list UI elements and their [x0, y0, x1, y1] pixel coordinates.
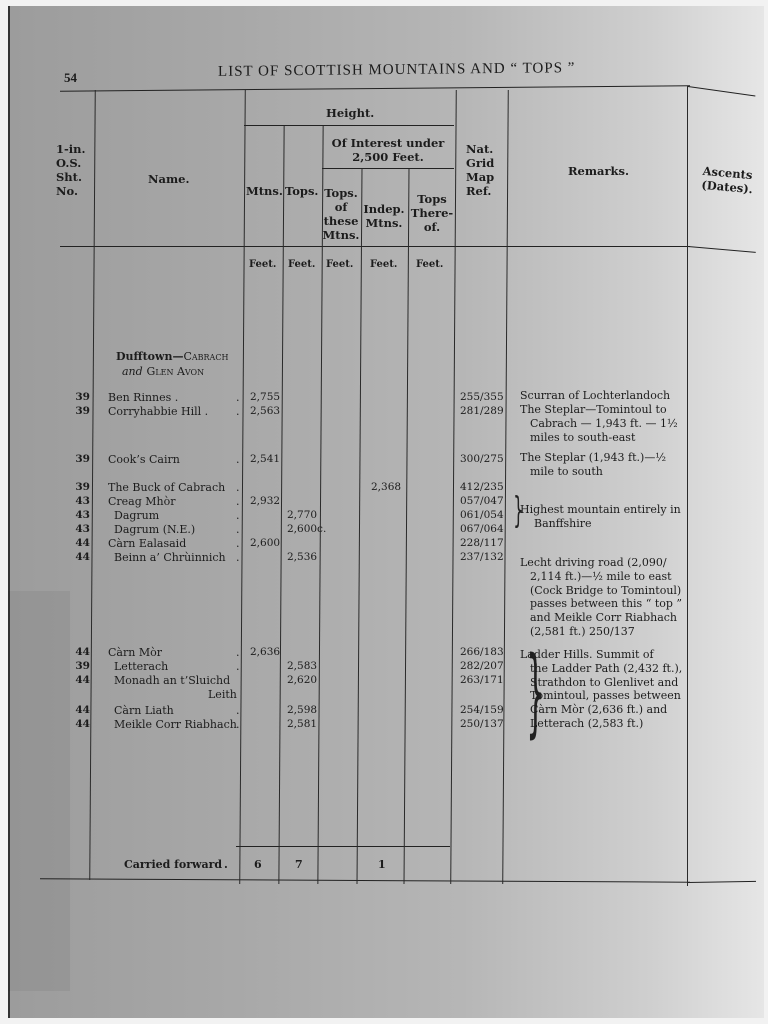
header-tops-of-these: Tops. of these Mtns.	[322, 186, 360, 242]
remark-ladder-hills: Ladder Hills. Summit of the Ladder Path (2,432 ft.), Strathdon to Glenlivet and Tomintoul, passes between Càrn Mòr (2,636 ft.) and Letterach (2,583 ft.)	[520, 648, 683, 730]
header-name: Name.	[148, 172, 190, 186]
grid-ref: 300/275	[460, 453, 504, 465]
mountain-name: Monadh an t’Sluichd	[114, 674, 231, 687]
mountain-name: Càrn Ealasaid	[108, 537, 187, 550]
mountain-name: Dagrum	[114, 509, 160, 522]
height-tops: 2,581	[287, 718, 318, 730]
header-mtns: Mtns.	[246, 184, 283, 198]
grid-ref: 254/159	[460, 704, 504, 716]
mountain-name: Corryhabbie Hill .	[108, 405, 209, 418]
height-mtns: 2,541	[250, 453, 281, 465]
sheet-number: 43	[75, 495, 90, 507]
remark-corryhabbie: The Steplar—Tomintoul to Cabrach — 1,943 ft. — 1½ miles to south-east	[520, 403, 678, 444]
leader-dot: .	[236, 391, 240, 404]
header-sheet-no: 1-in. O.S. Sht. No.	[56, 142, 86, 198]
sheet-number: 44	[75, 704, 90, 716]
unit-tops: Feet.	[288, 259, 316, 270]
carried-forward-dot: .	[224, 858, 228, 871]
leader-dot: .	[236, 537, 240, 550]
table-bottom-rule-curve	[688, 881, 756, 883]
sheet-number: 44	[75, 718, 90, 730]
sheet-number: 39	[75, 405, 90, 417]
remark-cooks-cairn: The Steplar (1,943 ft.)—½ mile to south	[520, 451, 666, 478]
sheet-number: 43	[75, 523, 90, 535]
height-tops: 2,583	[287, 660, 318, 672]
leader-dot: .	[236, 646, 240, 659]
brace-icon: }	[513, 490, 524, 531]
sheet-number: 44	[75, 646, 90, 658]
mountain-name-cont: Leith	[208, 688, 237, 701]
grid-ref: 067/064	[460, 523, 504, 535]
mountain-name: Càrn Liath	[114, 704, 174, 717]
mountain-name: Letterach	[114, 660, 169, 673]
mountain-name: Dagrum (N.E.)	[114, 523, 196, 536]
leader-dot: .	[236, 718, 240, 731]
total-indep: 1	[378, 858, 386, 871]
leader-dot: .	[236, 523, 240, 536]
header-grid-ref: Nat. Grid Map Ref.	[466, 142, 495, 198]
interest-divider	[322, 168, 454, 169]
leader-dot: .	[236, 495, 240, 508]
unit-thereof: Feet.	[416, 259, 444, 270]
leader-dot: .	[236, 551, 240, 564]
mountain-name: Meikle Corr Riabhach	[114, 718, 237, 731]
height-mtns: 2,636	[250, 646, 281, 658]
header-indep-mtns: Indep. Mtns.	[363, 202, 405, 230]
grid-ref: 228/117	[460, 537, 504, 549]
remark-beinn-a-chruinnich: Lecht driving road (2,090/ 2,114 ft.)—½ mile to east (Cock Bridge to Tomintoul) passes between this “ top ” and Meikle Corr Riabhach (2,581 ft.) 250/137	[520, 556, 683, 638]
col-rule-indep	[404, 169, 410, 884]
col-rule-topsofthese	[357, 169, 363, 884]
grid-ref: 255/355	[460, 391, 504, 403]
col-rule-name	[239, 90, 246, 884]
sheet-number: 44	[75, 537, 90, 549]
totals-divider	[236, 846, 450, 847]
leader-dot: .	[236, 481, 240, 494]
header-bottom-rule-curve	[688, 246, 756, 253]
sheet-number: 39	[75, 391, 90, 403]
height-tops: 2,770	[287, 509, 318, 521]
height-tops: 2,600c.	[287, 523, 327, 535]
mountain-name: The Buck of Cabrach	[108, 481, 226, 494]
mountain-name: Creag Mhòr	[108, 495, 176, 508]
sheet-number: 39	[75, 660, 90, 672]
sheet-number: 44	[75, 674, 90, 686]
header-of-interest: Of Interest under 2,500 Feet.	[331, 136, 445, 164]
sheet-number: 39	[75, 481, 90, 493]
leader-dot: .	[236, 704, 240, 717]
unit-indep: Feet.	[370, 259, 398, 270]
header-ascents: Ascents (Dates).	[700, 163, 754, 197]
height-indep: 2,368	[371, 481, 402, 493]
grid-ref: 281/289	[460, 405, 504, 417]
section-heading: Dufftown—Cabrach and Glen Avon	[116, 350, 229, 378]
grid-ref: 266/183	[460, 646, 504, 658]
leader-dot: .	[236, 509, 240, 522]
header-height: Height.	[326, 106, 375, 120]
leader-dot: .	[236, 453, 240, 466]
remark-creag-mhor: Highest mountain entirely in Banffshire	[520, 503, 681, 530]
table-top-rule-curve	[688, 86, 755, 96]
table-bottom-rule	[40, 878, 690, 882]
header-bottom-rule	[60, 246, 690, 247]
unit-tops-of-these: Feet.	[326, 259, 354, 270]
header-remarks: Remarks.	[568, 164, 629, 178]
height-mtns: 2,932	[250, 495, 281, 507]
total-tops: 7	[295, 858, 303, 871]
brace-icon: }	[526, 636, 545, 748]
header-tops: Tops.	[285, 184, 319, 198]
table-top-rule	[60, 85, 690, 91]
page-title: LIST OF SCOTTISH MOUNTAINS AND “ TOPS ”	[217, 60, 576, 80]
grid-ref: 412/235	[460, 481, 504, 493]
height-mtns: 2,755	[250, 391, 281, 403]
leader-dot: .	[236, 405, 240, 418]
page-number: 54	[64, 70, 77, 85]
total-mtns: 6	[254, 858, 262, 871]
grid-ref: 237/132	[460, 551, 504, 563]
grid-ref: 057/047	[460, 495, 504, 507]
col-rule-remarks	[687, 86, 688, 886]
grid-ref: 061/054	[460, 509, 504, 521]
height-tops: 2,620	[287, 674, 318, 686]
remark-ben-rinnes: Scurran of Lochterlandoch	[520, 389, 671, 402]
leader-dot: .	[236, 660, 240, 673]
mountain-name: Cook’s Cairn	[108, 453, 180, 466]
grid-ref: 250/137	[460, 718, 504, 730]
height-mtns: 2,563	[250, 405, 281, 417]
grid-ref: 282/207	[460, 660, 504, 672]
sheet-number: 43	[75, 509, 90, 521]
mountain-name: Ben Rinnes .	[108, 391, 179, 404]
header-tops-thereof: Tops There- of.	[410, 192, 454, 234]
height-mtns: 2,600	[250, 537, 281, 549]
height-tops: 2,598	[287, 704, 318, 716]
col-rule-sheet	[89, 90, 96, 880]
sheet-number: 44	[75, 551, 90, 563]
mountain-name: Càrn Mòr	[108, 646, 162, 659]
height-tops: 2,536	[287, 551, 318, 563]
book-page	[8, 6, 764, 1018]
mountain-name: Beinn a’ Chrùinnich	[114, 551, 226, 564]
unit-mtns: Feet.	[249, 259, 277, 270]
height-divider	[244, 125, 454, 126]
grid-ref: 263/171	[460, 674, 504, 686]
sheet-number: 39	[75, 453, 90, 465]
carried-forward-label: Carried forward	[124, 858, 223, 871]
